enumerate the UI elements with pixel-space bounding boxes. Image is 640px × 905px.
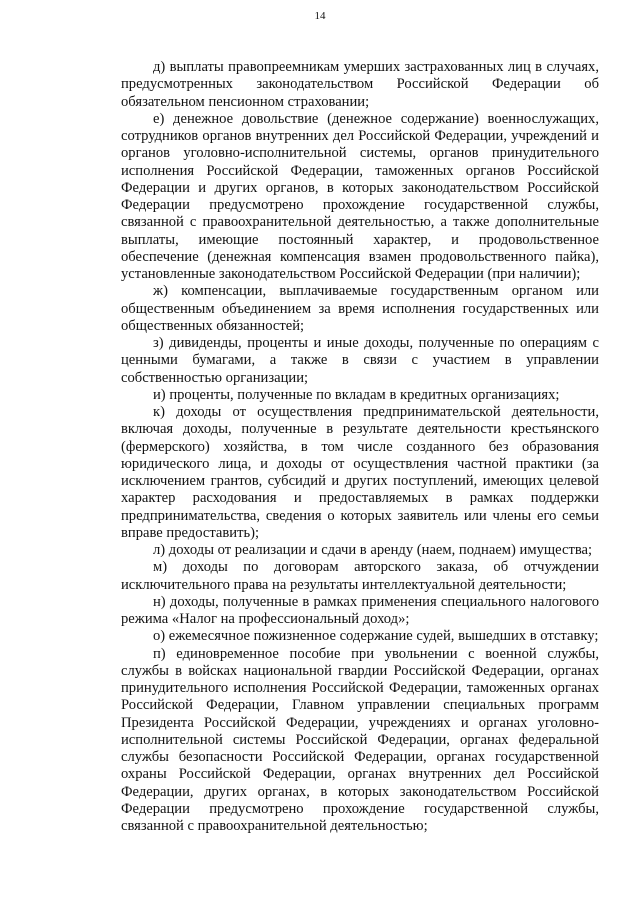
paragraph-z: з) дивиденды, проценты и иные доходы, полученные по операциям с ценными бумагами, а также в связи с участием в управлении собственностью организации; <box>121 335 599 386</box>
paragraph-zh: ж) компенсации, выплачиваемые государственным органом или общественным объединением за время исполнения государственных или общественных обязанностей; <box>121 283 599 334</box>
paragraph-n: н) доходы, полученные в рамках применения специального налогового режима «Налог на профессиональный доход»; <box>121 593 599 627</box>
paragraph-p: п) единовременное пособие при увольнении с военной службы, службы в войсках национальной гвардии Российской Федерации, органах принудительного исполнения Российской Федерации, таможенных органах Российской Федерации, Главном управлении специальных программ Президента Российской Федерации, учреждениях и органах уголовно-исполнительной системы Российской Федерации, органах федеральной службы безопасности Российской Федерации, органах государственной охраны Российской Федерации, органах внутренних дел Российской Федерации, других органах, в которых законодательством Российской Федерации предусмотрено прохождение государственной службы, связанной с правоохранительной деятельностью; <box>121 645 599 834</box>
paragraph-l: л) доходы от реализации и сдачи в аренду (наем, поднаем) имущества; <box>153 542 593 558</box>
paragraph-e: е) денежное довольствие (денежное содержание) военнослужащих, сотрудников органов внутренних дел Российской Федерации, учреждений и органов уголовно-исполнительной системы, органов принудительного исполнения Российской Федерации, таможенных органов Российской Федерации и других органов, в которых законодательством Российской Федерации предусмотрено прохождение государственной службы, связанной с правоохранительной деятельностью, а также дополнительные выплаты, имеющие постоянный характер, и продовольственное обеспечение (денежная компенсация взамен продовольственного пайка), установленные законодательством Российской Федерации (при наличии); <box>121 110 599 282</box>
paragraph-o: о) ежемесячное пожизненное содержание судей, вышедших в отставку; <box>153 628 599 645</box>
paragraph-d: д) выплаты правопреемникам умерших застрахованных лиц в случаях, предусмотренных законодательством Российской Федерации об обязательном пенсионном страховании; <box>121 59 599 110</box>
paragraph-i: и) проценты, полученные по вкладам в кредитных организациях; <box>153 386 560 403</box>
document-body <box>121 59 599 835</box>
paragraph-k: к) доходы от осуществления предпринимательской деятельности, включая доходы, полученные в результате деятельности крестьянского (фермерского) хозяйства, в том числе созданного без образования юридического лица, и доходы от осуществления частной практики (за исключением грантов, субсидий и других поступлений, имеющих целевой характер расходования и предоставляемых в рамках поддержки предпринимательства, сведения о которых заявитель или члены его семьи вправе предоставить); <box>121 404 599 541</box>
page-number: 14 <box>314 10 326 22</box>
paragraph-m: м) доходы по договорам авторского заказа, об отчуждении исключительного права на результаты интеллектуальной деятельности; <box>121 559 599 593</box>
